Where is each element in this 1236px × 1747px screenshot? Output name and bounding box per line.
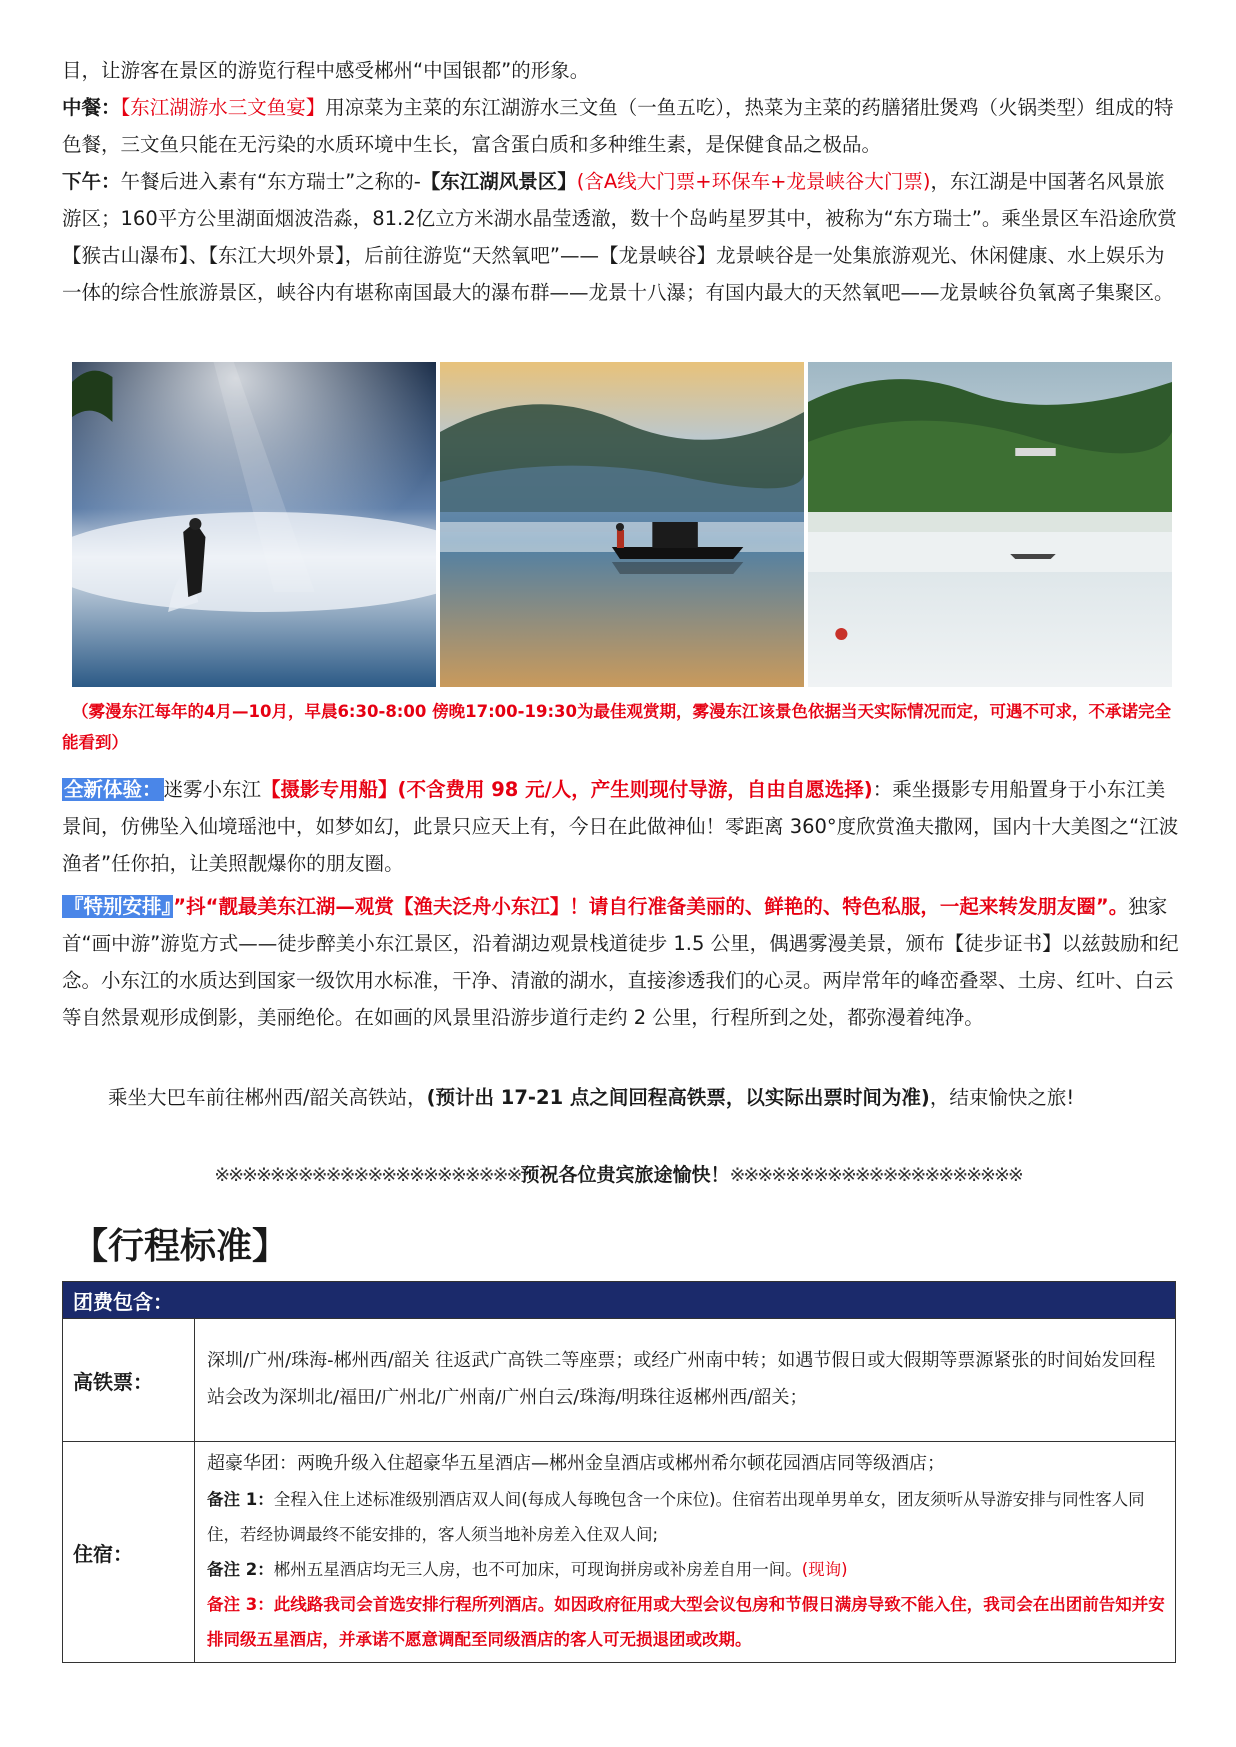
table-header-row — [63, 1282, 1176, 1319]
lunch-label: 中餐： — [62, 96, 121, 119]
hotel-main-line: 超豪华团：两晚升级入住超豪华五星酒店—郴州金皇酒店或郴州希尔顿花园酒店同等级酒店； — [207, 1453, 945, 1474]
lunch-paragraph — [62, 89, 1180, 163]
special-arrangement-paragraph — [62, 888, 1180, 1036]
section-title: 【行程标准】 — [72, 1226, 289, 1267]
note-1-text: 全程入住上述标准级别酒店双人间(每成人每晚包含一个床位)。住宿若出现单男单女，团友须听从导游安排与同性客人同住，若经协调最终不能安排的，客人须当地补房差入住双人间; — [207, 1490, 1145, 1544]
return-trip-end: ，结束愉快之旅! — [929, 1086, 1075, 1109]
return-train-time: (预计出 17-21 点之间回程高铁票，以实际出票时间为准) — [426, 1086, 930, 1109]
intro-text: 目，让游客在景区的游览行程中感受郴州“中国银都”的形象。 — [62, 59, 590, 82]
afternoon-description: ，东江湖是中国著名风景旅游区；160平方公里湖面烟波浩淼，81.2亿立方米湖水晶莹透澈，数十个岛屿星罗其中，被称为“东方瑞士”。乘坐景区车沿途欣赏【猴古山瀑布】、【东江大坝外景】，后前往游览“天然氧吧”——【龙景峡谷】龙景峡谷是一处集旅游观光、休闲健康、水上娱乐为一体的综合性旅游景区，峡谷内有堪称南国最大的瀑布群——龙景十八瀑；有国内最大的天然氧吧——龙景峡谷负氧离子集聚区。 — [62, 170, 1177, 304]
note-2-label: 备注 2： — [207, 1560, 274, 1579]
special-arrangement-highlight: ”抖“靓最美东江湖—观赏【渔夫泛舟小东江】！请自行准备美丽的、鲜艳的、特色私服，一起来转发朋友圈”。 — [173, 895, 1129, 918]
hotel-note-3 — [207, 1587, 1165, 1657]
new-experience-description: ：乘坐摄影专用船置身于小东江美景间，仿佛坠入仙境瑶池中，如梦如幻，此景只应天上有，今日在此做神仙！零距离 360°度欣赏渔夫撒网，国内十大美图之“江波渔者”任你拍，让美照靓爆你的朋友圈。 — [62, 778, 1179, 875]
fisherman-casting-net-photo — [72, 362, 436, 687]
new-experience-intro: 迷雾小东江 — [163, 778, 262, 801]
table-header: 团费包含： — [63, 1282, 1176, 1319]
photography-boat-info: 【摄影专用船】(不含费用 98 元/人，产生则现付导游，自由自愿选择) — [261, 778, 873, 801]
divider-marks-left: ※※※※※※※※※※※※※※※※※※※※※※ — [214, 1164, 521, 1186]
train-ticket-label: 高铁票： — [63, 1319, 195, 1442]
note-2-text: 郴州五星酒店均无三人房，也不可加床，可现询拼房或补房差自用一间。 — [273, 1560, 802, 1579]
hotel-value — [195, 1442, 1176, 1663]
lunch-description: 用凉菜为主菜的东江湖游水三文鱼（一鱼五吃），热菜为主菜的药膳猪肚煲鸡（火锅类型）组成的特色餐，三文鱼只能在无污染的水质环境中生长，富含蛋白质和多种维生素，是保健食品之极品。 — [62, 96, 1174, 156]
afternoon-intro: 午餐后进入素有“东方瑞士”之称的- — [120, 170, 421, 193]
lunch-dish-name: 【东江湖游水三文鱼宴】 — [120, 96, 326, 119]
new-experience-paragraph — [62, 771, 1180, 882]
itinerary-standard-table — [62, 1281, 1176, 1663]
boat-on-misty-river-photo — [440, 362, 804, 687]
special-arrangement-badge: 『特别安排』 — [64, 895, 172, 918]
divider-marks-right: ※※※※※※※※※※※※※※※※※※※※※ — [729, 1164, 1022, 1186]
intro-paragraph — [62, 52, 1180, 89]
farewell-divider — [0, 1160, 1236, 1187]
afternoon-paragraph — [62, 163, 1180, 311]
mist-viewing-note: （雾漫东江每年的4月—10月，早晨6:30-8:00 傍晚17:00-19:30为最佳观赏期，雾漫东江该景色依据当天实际情况而定，可遇不可求，不承诺完全能看到） — [62, 702, 1172, 752]
hotel-note-2 — [207, 1552, 1165, 1587]
scenery-photo-strip — [72, 362, 1172, 687]
hotel-note-1 — [207, 1482, 1165, 1552]
note-3-text: 此线路我司会首选安排行程所列酒店。如因政府征用或大型会议包房和节假日满房导致不能入住，我司会在出团前告知并安排同级五星酒店，并承诺不愿意调配至同级酒店的客人可无损退团或改期。 — [207, 1595, 1165, 1649]
return-trip-paragraph — [62, 1079, 1180, 1116]
hotel-label: 住宿： — [63, 1442, 195, 1663]
note-1-label: 备注 1： — [207, 1490, 274, 1509]
return-trip-text: 乘坐大巴车前往郴州西/韶关高铁站， — [108, 1086, 427, 1109]
table-row — [63, 1319, 1176, 1442]
misty-lake-mountains-photo — [808, 362, 1172, 687]
note-2-inquiry: (现询) — [801, 1560, 848, 1579]
special-arrangement-description: 独家首“画中游”游览方式——徒步醉美小东江景区，沿着湖边观景栈道徒步 1.5 公里，偶遇雾漫美景，颁布【徒步证书】以兹鼓励和纪念。小东江的水质达到国家一级饮用水标准，干净、清澈的湖水，直接渗透我们的心灵。两岸常年的峰峦叠翠、土房、红叶、白云等自然景观形成倒影，美丽绝伦。在如画的风景里沿游步道行走约 2 公里，行程所到之处，都弥漫着纯净。 — [62, 895, 1179, 1029]
note-3-label: 备注 3： — [207, 1595, 274, 1614]
afternoon-label: 下午： — [62, 170, 121, 193]
new-experience-badge: 全新体验： — [64, 778, 162, 801]
afternoon-spot-name: 【东江湖风景区】 — [420, 170, 577, 193]
table-row — [63, 1442, 1176, 1663]
farewell-text: 预祝各位贵宾旅途愉快！ — [520, 1164, 730, 1186]
afternoon-ticket-info: (含A线大门票+环保车+龙景峡谷大门票) — [576, 170, 931, 193]
train-ticket-value: 深圳/广州/珠海-郴州西/韶关 往返武广高铁二等座票；或经广州南中转；如遇节假日或大假期等票源紧张的时间始发回程站会改为深圳北/福田/广州北/广州南/广州白云/珠海/明珠往返郴州西/韶关； — [195, 1319, 1176, 1442]
red-seal-stamp — [835, 628, 847, 640]
